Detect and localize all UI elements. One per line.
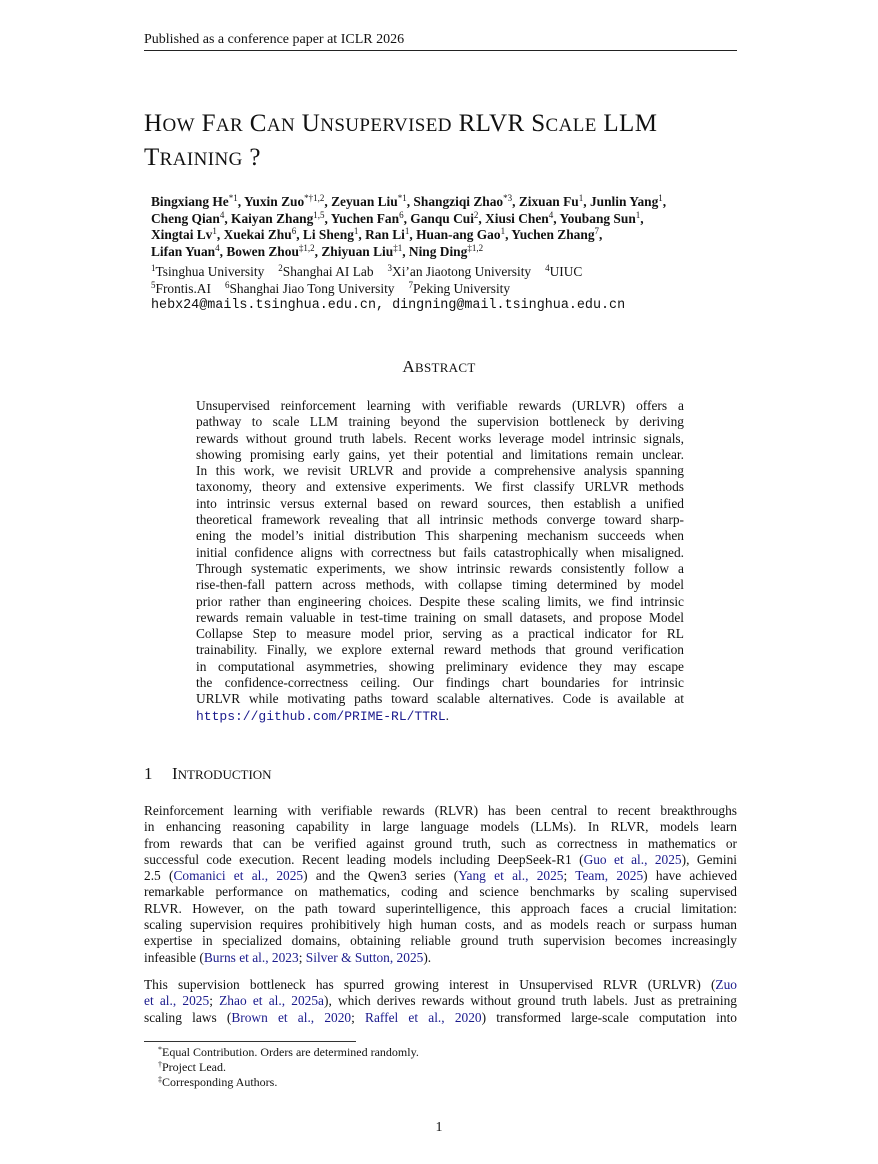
abstract-line: initial confidence aligns with correctness but fails catastrophically when misaligned. xyxy=(196,544,684,560)
title-word-rest: RAINING xyxy=(159,149,243,170)
paragraph-text: Reinforcement learning with verifiable rewards (RLVR) has been central to recent breakthroughs xyxy=(144,803,737,818)
author-mark: 1,5 xyxy=(313,209,325,220)
author-mark: 2 xyxy=(473,209,479,220)
title-word-rest: AR xyxy=(215,115,244,136)
title-word-rest: CALE xyxy=(545,115,597,136)
title-word-cap: RLVR xyxy=(458,110,525,137)
paragraph-text: scaling supervision requires prohibitively high human costs, and as models reach or surpass human xyxy=(144,917,737,933)
abstract-line: taxonomy, theory and extensive experiments. We first classify URLVR methods xyxy=(196,479,684,495)
affiliation-name: Tsinghua University xyxy=(155,264,265,279)
paragraph-line xyxy=(144,977,737,993)
page-number: 1 xyxy=(435,1120,443,1135)
author-mark: 6 xyxy=(399,209,404,220)
title-word-rest: OW xyxy=(162,115,195,136)
paragraph-text: ). xyxy=(423,949,432,965)
affiliation-mark: 6 xyxy=(224,279,230,290)
paragraph-text: in enhancing reasoning capability in large language models (LLMs). In RLVR, models learn xyxy=(144,819,737,835)
footnote xyxy=(158,1060,419,1075)
paragraph-text: remarkable performance on mathematics, coding and science benchmarks by scaling supervised xyxy=(144,884,737,900)
footnote-text: Corresponding Authors. xyxy=(162,1075,278,1089)
paper-title xyxy=(144,108,744,176)
author-mark: 7 xyxy=(594,226,600,236)
author-list xyxy=(151,194,751,260)
author-name: Ganqu Cui xyxy=(410,210,474,226)
citation-link[interactable]: Silver & Sutton, 2025 xyxy=(305,949,424,965)
author-name: Yuchen Zhang xyxy=(511,227,595,242)
contact-emails: hebx24@mails.tsinghua.edu.cn, dingning@mail.tsinghua.edu.cn xyxy=(151,298,626,313)
author-name: Yuxin Zuo xyxy=(243,194,305,209)
author-name: Junlin Yang xyxy=(589,194,659,209)
author-name: Xuekai Zhu xyxy=(223,227,292,242)
affiliation-name: Frontis.AI xyxy=(155,280,211,296)
title-word-cap: S xyxy=(531,110,546,137)
footnotes xyxy=(158,1045,419,1090)
header-rule xyxy=(144,50,737,51)
author-name: Xingtai Lv xyxy=(151,227,213,242)
paragraph-text: ), which derives rewards without ground truth labels. Just as pretraining xyxy=(323,993,737,1009)
paragraph-line xyxy=(144,803,737,819)
footnote-text: Equal Contribution. Orders are determined randomly. xyxy=(162,1045,419,1059)
abstract-line: rise-then-fall pattern across methods, with collapse timing determined by model xyxy=(196,577,684,593)
paragraph-text: This supervision bottleneck has spurred growing interest in Unsupervised RLVR (URLVR) ( xyxy=(144,977,716,992)
author-mark: 1 xyxy=(635,209,641,220)
paragraph-text: ) transformed large-scale computation into xyxy=(481,1009,738,1025)
abstract-line: URLVR while motivating paths toward scalable alternatives. Code is available at xyxy=(196,691,684,707)
author-mark: 1 xyxy=(500,226,506,236)
affiliation-mark: 4 xyxy=(545,263,550,273)
author-name: Bowen Zhou xyxy=(226,243,299,259)
paragraph-text: RLVR. However, on the path toward superintelligence, this approach faces a crucial limitation: xyxy=(144,900,737,916)
author-mark: ‡1,2 xyxy=(298,242,315,253)
paragraph-line xyxy=(144,852,737,868)
citation-link[interactable]: Team, 2025 xyxy=(575,868,644,884)
abstract-heading-cap: A xyxy=(402,357,415,376)
title-word-cap: ? xyxy=(249,144,261,171)
paragraph-line xyxy=(144,901,737,917)
paragraph-text: ; xyxy=(351,1009,366,1025)
paragraph-text: infeasible ( xyxy=(144,949,204,965)
affiliation-mark: 7 xyxy=(408,279,414,290)
affiliation-mark: 3 xyxy=(387,263,393,273)
author-name: Yuchen Fan xyxy=(330,210,400,226)
affiliation-mark: 1 xyxy=(151,263,156,273)
title-word-cap: C xyxy=(249,110,267,137)
abstract-line: into intrinsic versus external based on reward sources, then establish a unified xyxy=(196,495,684,511)
author-mark: *1 xyxy=(228,193,238,203)
author-line: Cheng Qian$^4$, Kaiyan Zhang$^{1,5}$, Yuchen Fan$^6$, Ganqu Cui$^2$, Xiusi Chen$^4$, Youbang Sun$^1$, xyxy=(151,209,644,226)
paragraph-text: from rewards that can be verified against ground truth, such as correctness in mathematics or xyxy=(144,835,737,851)
author-name: Xiusi Chen xyxy=(485,210,549,226)
affiliation-name: UIUC xyxy=(549,264,583,279)
author-name: Bingxiang He xyxy=(151,194,229,209)
footnote-mark: * xyxy=(158,1045,162,1054)
citation-link[interactable]: et al., 2025 xyxy=(144,993,210,1009)
citation-link[interactable]: Zhao et al., 2025a xyxy=(219,993,324,1009)
title-word-cap: U xyxy=(301,110,321,137)
author-mark: *1 xyxy=(397,193,407,203)
abstract-line xyxy=(196,708,684,725)
paragraph-line xyxy=(144,917,737,933)
citation-link[interactable]: Raffel et al., 2020 xyxy=(365,1009,482,1025)
paragraph-line xyxy=(144,993,737,1009)
title-word-cap: H xyxy=(144,110,163,137)
citation-link[interactable]: Comanici et al., 2025 xyxy=(173,868,304,884)
author-name: Kaiyan Zhang xyxy=(231,210,314,226)
code-link-suffix: . xyxy=(445,707,449,723)
author-mark: *†1,2 xyxy=(304,193,325,203)
affiliation-name: Shanghai AI Lab xyxy=(282,264,374,279)
affiliation-line xyxy=(151,264,751,281)
abstract-heading-rest: BSTRACT xyxy=(414,360,476,375)
author-name: Zhiyuan Liu xyxy=(321,243,394,259)
title-word-cap: F xyxy=(201,110,216,137)
paragraph-text: successful code execution. Recent leading models including DeepSeek-R1 ( xyxy=(144,851,584,867)
author-line: Xingtai Lv$^1$, Xuekai Zhu$^6$, Li Sheng$^1$, Ran Li$^1$, Huan-ang Gao$^1$, Yuchen Zhang$^7$, xyxy=(151,226,603,242)
abstract-line: Collapse Step to measure model prior, serving as a practical indicator for RL xyxy=(196,626,684,642)
affiliation-line xyxy=(151,281,751,298)
author-name: Lifan Yuan xyxy=(151,243,216,259)
paragraph-text: ), Gemini xyxy=(681,851,737,867)
author-mark: 4 xyxy=(219,209,225,220)
paragraph-text: 2.5 ( xyxy=(144,868,174,884)
paragraph-line xyxy=(144,1010,737,1026)
paragraph-line xyxy=(144,950,737,966)
paragraph-line xyxy=(144,836,737,852)
abstract-body xyxy=(196,398,684,725)
author-mark: 1 xyxy=(578,193,584,203)
paragraph-line xyxy=(144,884,737,900)
title-line-2 xyxy=(144,142,744,176)
citation-link[interactable]: Yang et al., 2025 xyxy=(458,868,564,884)
section-number: 1 xyxy=(144,764,153,783)
author-name: Cheng Qian xyxy=(151,210,220,226)
paragraph-line xyxy=(144,868,737,884)
abstract-line: In this work, we revisit URLVR and provide a comprehensive analysis spanning xyxy=(196,463,684,479)
abstract-heading xyxy=(0,357,878,377)
footnote-mark: † xyxy=(158,1060,162,1069)
citation-link[interactable]: Burns et al., 2023 xyxy=(203,949,299,965)
paragraph-text: scaling laws ( xyxy=(144,1009,232,1025)
abstract-line: showing promising early gains, yet their potential and limitations remain unclear. xyxy=(196,446,684,462)
title-word-rest: NSUPERVISED xyxy=(320,115,452,136)
abstract-line: in computational asymmetries, showing preliminary evidence they may escape xyxy=(196,658,684,674)
author-mark: 4 xyxy=(215,242,220,253)
author-mark: 4 xyxy=(548,209,554,220)
abstract-line: rewards without ground truth labels. Recent works leverage model intrinsic signals, xyxy=(196,430,684,446)
abstract-line: Through systematic experiments, we show intrinsic rewards consistently follow a xyxy=(196,560,684,576)
affiliation-mark: 2 xyxy=(278,263,283,273)
author-name: Ning Ding xyxy=(408,243,468,259)
author-name: Zixuan Fu xyxy=(518,194,579,209)
affiliation-list xyxy=(151,264,751,297)
title-word-cap: LLM xyxy=(603,110,658,137)
abstract-line: rewards remain valuable in test-time training on small datasets, and propose Model xyxy=(196,609,684,625)
affiliation-mark: 5 xyxy=(151,279,156,290)
footnote xyxy=(158,1045,419,1060)
paragraph-text: ; xyxy=(209,993,220,1009)
author-mark: 1 xyxy=(404,226,410,236)
abstract-line: pathway to scale LLM training beyond the supervision bottleneck by deriving xyxy=(196,414,684,430)
intro-paragraph-2 xyxy=(144,977,737,1026)
intro-paragraph-1 xyxy=(144,803,737,966)
abstract-line: trainability. Finally, we explore external reward methods that ground verification xyxy=(196,642,684,658)
author-mark: 1 xyxy=(212,226,217,236)
author-line: Bingxiang He$^{*1}$, Yuxin Zuo$^{*\dagger 1,2}$, Zeyuan Liu$^{*1}$, Shangziqi Zhao$^{*3}$, Zixuan Fu$^1$, Junlin Yang$^1$, xyxy=(151,193,667,209)
footnote-text: Project Lead. xyxy=(162,1060,226,1074)
title-line-1 xyxy=(144,108,744,142)
author-name: Shangziqi Zhao xyxy=(413,194,504,209)
paragraph-text: ; xyxy=(563,868,576,884)
section-heading-rest: NTRODUCTION xyxy=(177,767,272,782)
author-name: Youbang Sun xyxy=(559,210,636,226)
paragraph-text: ) and the Qwen3 series ( xyxy=(303,868,459,884)
affiliation-name: Shanghai Jiao Tong University xyxy=(229,280,395,296)
footnote-mark: ‡ xyxy=(158,1075,162,1084)
paragraph-text: ) have achieved xyxy=(643,868,738,884)
section-heading-cap: I xyxy=(172,764,178,783)
citation-link[interactable]: Zuo xyxy=(715,977,737,992)
author-mark: 1 xyxy=(658,193,663,203)
footnote-rule xyxy=(144,1041,356,1042)
paragraph-text: expertise in specialized domains, obtaining reliable ground truth supervision becomes increasingly xyxy=(144,933,737,949)
author-name: Zeyuan Liu xyxy=(331,194,398,209)
author-name: Li Sheng xyxy=(302,227,354,242)
abstract-line: the confidence-correctness ceiling. Our findings chart boundaries for intrinsic xyxy=(196,675,684,691)
citation-link[interactable]: Brown et al., 2020 xyxy=(231,1009,352,1025)
footnote xyxy=(158,1075,419,1090)
paragraph-line xyxy=(144,933,737,949)
author-name: Ran Li xyxy=(365,227,405,242)
abstract-line: theoretical framework revealing that all intrinsic methods converge toward sharp- xyxy=(196,512,684,528)
author-mark: ‡1,2 xyxy=(467,242,484,253)
author-mark: ‡1 xyxy=(393,242,403,253)
title-word-rest: AN xyxy=(266,115,296,136)
running-header: Published as a conference paper at ICLR 2026 xyxy=(144,32,405,47)
abstract-line: Unsupervised reinforcement learning with verifiable rewards (URLVR) offers a xyxy=(196,398,684,413)
abstract-line: ening the model’s initial distribution This sharpening mechanism succeeds when xyxy=(196,528,684,544)
citation-link[interactable]: Guo et al., 2025 xyxy=(583,851,682,867)
section-heading-introduction xyxy=(144,764,272,784)
paragraph-line xyxy=(144,819,737,835)
affiliation-name: Peking University xyxy=(413,280,511,296)
author-name: Huan-ang Gao xyxy=(416,227,501,242)
affiliation-name: Xi’an Jiaotong University xyxy=(392,264,532,279)
author-mark: *3 xyxy=(503,193,513,203)
paragraph-text: ; xyxy=(298,949,306,965)
abstract-line: prior rather than engineering choices. Despite these scaling limits, we find intrinsic xyxy=(196,593,684,609)
code-link[interactable]: https://github.com/PRIME-RL/TTRL xyxy=(196,708,446,724)
title-word-cap: T xyxy=(144,144,160,171)
author-mark: 1 xyxy=(353,226,359,236)
author-mark: 6 xyxy=(291,226,297,236)
author-line: Lifan Yuan$^4$, Bowen Zhou$^{\ddagger 1,2}$, Zhiyuan Liu$^{\ddagger 1}$, Ning Ding$^{\ddagger 1,2}$ xyxy=(151,242,484,259)
